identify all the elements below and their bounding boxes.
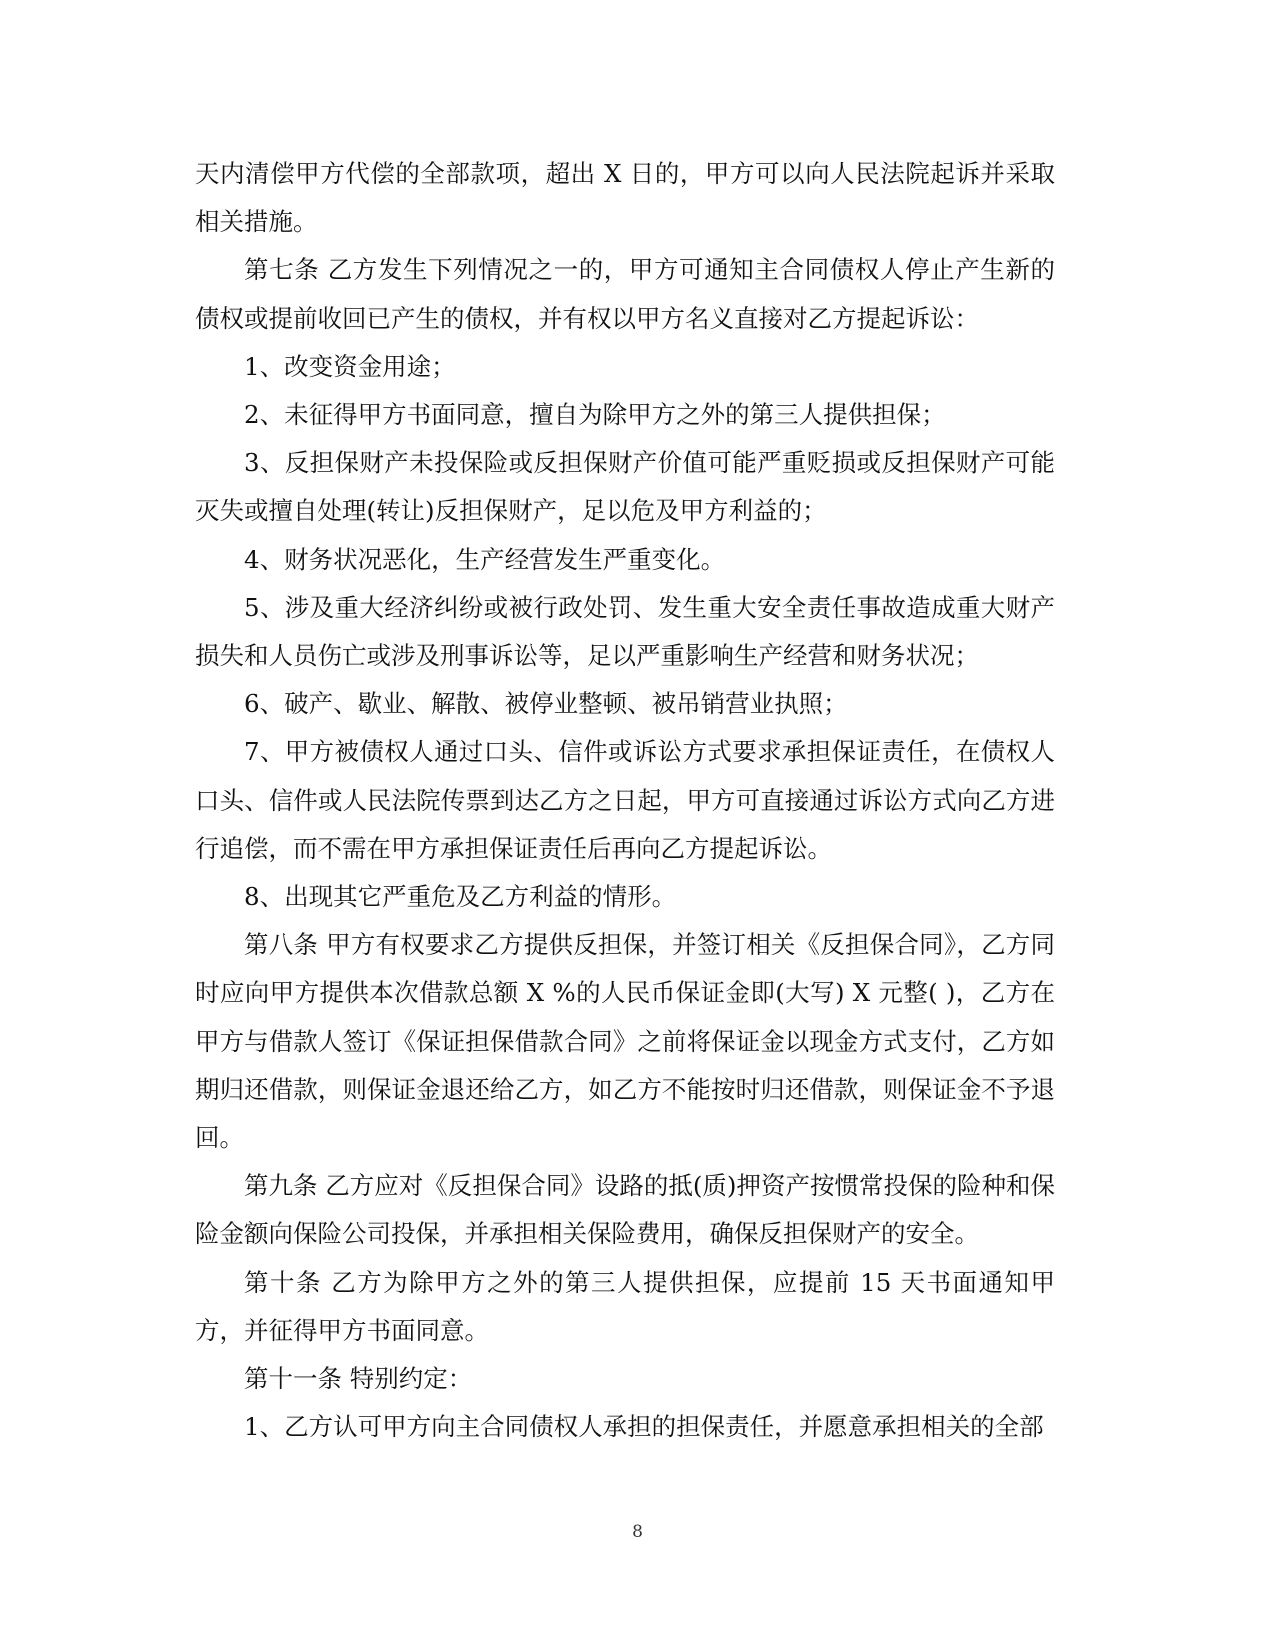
list-item-8: 8、出现其它严重危及乙方利益的情形。 bbox=[244, 882, 677, 912]
paragraph-article-10: 第十条 乙方为除甲方之外的第三人提供担保，应提前 15 天书面通知甲方，并征得甲方书面同意。 bbox=[195, 1267, 1055, 1345]
paragraph-article-9: 第九条 乙方应对《反担保合同》设路的抵(质)押资产按惯常投保的险种和保险金额向保险公司投保，并承担相关保险费用，确保反担保财产的安全。 bbox=[195, 1171, 1055, 1249]
list-item-special-1: 1、乙方认可甲方向主合同债权人承担的担保责任，并愿意承担相关的全部 bbox=[244, 1412, 1044, 1442]
list-item-5: 5、涉及重大经济纠纷或被行政处罚、发生重大安全责任事故造成重大财产损失和人员伤亡或涉及刑事诉讼等，足以严重影响生产经营和财务状况； bbox=[195, 592, 1055, 671]
list-item-6: 6、破产、歇业、解散、被停业整顿、被吊销营业执照； bbox=[244, 689, 848, 719]
page-number: 8 bbox=[632, 1522, 643, 1542]
list-item-4: 4、财务状况恶化，生产经营发生严重变化。 bbox=[244, 544, 726, 574]
paragraph-continuation: 天内清偿甲方代偿的全部款项，超出 X 日的，甲方可以向人民法院起诉并采取相关措施。 bbox=[195, 159, 1055, 237]
document-body bbox=[195, 150, 1055, 1451]
paragraph-article-7: 第七条 乙方发生下列情况之一的，甲方可通知主合同债权人停止产生新的债权或提前收回已产生的债权，并有权以甲方名义直接对乙方提起诉讼： bbox=[195, 255, 1055, 333]
list-item-3: 3、反担保财产未投保险或反担保财产价值可能严重贬损或反担保财产可能灭失或擅自处理(转让)反担保财产，足以危及甲方利益的； bbox=[195, 448, 1055, 526]
list-item-2: 2、未征得甲方书面同意，擅自为除甲方之外的第三人提供担保； bbox=[244, 400, 946, 430]
paragraph-article-11: 第十一条 特别约定： bbox=[244, 1364, 473, 1394]
list-item-1: 1、改变资金用途； bbox=[244, 351, 456, 381]
paragraph-article-8: 第八条 甲方有权要求乙方提供反担保，并签订相关《反担保合同》，乙方同时应向甲方提供本次借款总额 X %的人民币保证金即(大写) X 元整( )，乙方在甲方与借款人签订《保证担保借款合同》之前将保证金以现金方式支付，乙方如期归还借款，则保证金退还给乙方，如乙方不能按时归还借款，则保证金不予退回。 bbox=[195, 930, 1055, 1153]
list-item-7: 7、甲方被债权人通过口头、信件或诉讼方式要求承担保证责任，在债权人口头、信件或人民法院传票到达乙方之日起，甲方可直接通过诉讼方式向乙方进行追偿，而不需在甲方承担保证责任后再向乙方提起诉讼。 bbox=[195, 737, 1055, 863]
